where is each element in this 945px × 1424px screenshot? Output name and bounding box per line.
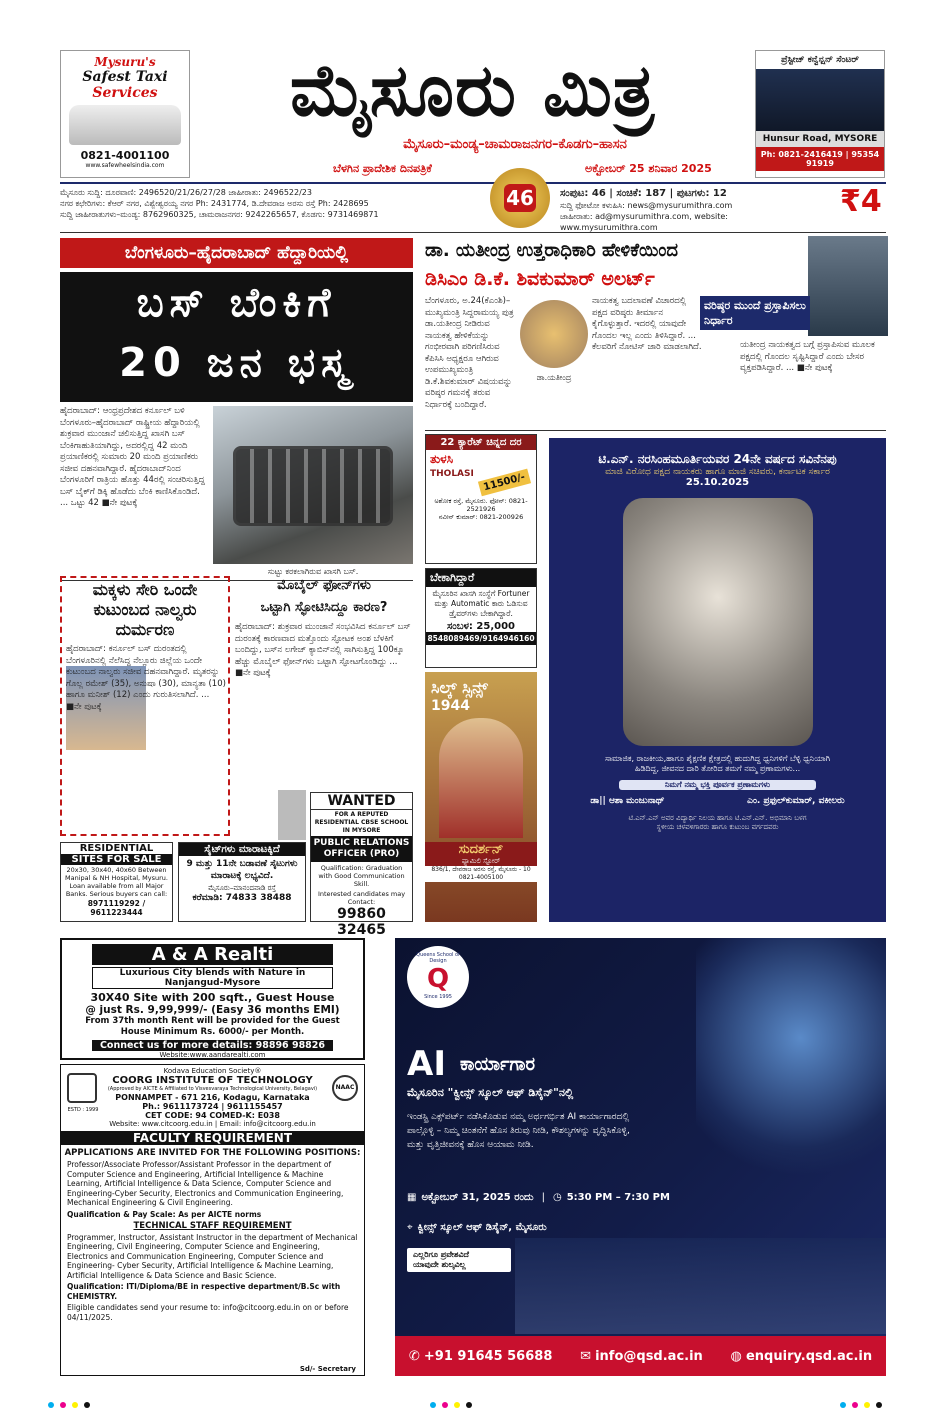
- divider: |: [541, 1192, 545, 1203]
- silk-brand: ಸುದರ್ಶನ್: [425, 842, 537, 857]
- dkshi-col1: ಬೆಂಗಳೂರು, ಅ.24(ಕೆಎಂಶಿ)– ಮುಖ್ಯಮಂತ್ರಿ ಸಿದ್ದರಾಮಯ್ಯ ಪುತ್ರ ಡಾ.ಯತೀಂದ್ರ ನೀಡಿರುವ ನಾಯಕತ್ವ ಹೇಳಿಕೆಯನ್ನು ಗಂಭೀರವಾಗಿ ಪರಿಗಣಿಸಿರುವ ಕೆಪಿಸಿಸಿ ಅಧ್ಯಕ್ಷರೂ ಆಗಿರುವ ಉಪಮುಖ್ಯಮಂತ್ರಿ ಡಿ.ಕೆ.ಶಿವಕುಮಾರ್ ವಿಷಯವನ್ನು ವರಿಷ್ಠರ ಗಮನಕ್ಕೆ ತರುವ ನಿರ್ಧಾರಕ್ಕೆ ಬಂದಿದ್ದಾರೆ.: [425, 296, 514, 410]
- residential-phone: 8971119292 / 9611223444: [87, 899, 146, 917]
- convention-photo: [756, 69, 884, 131]
- silk-phone: 0821-4005100: [425, 874, 537, 882]
- tribute-from: [549, 796, 886, 806]
- tulasi-brand-en: THOLASI: [430, 469, 474, 479]
- tulasi-brand: ತುಳಸಿ: [430, 452, 454, 466]
- pro-title: WANTED: [311, 793, 412, 810]
- tulasi-phone: ನವೀನ್ ಕುಮಾರ್: 0821-200926: [438, 513, 524, 521]
- silk-sub: ಫ್ಯಾಮಿಲಿ ಸ್ಟೋರ್: [425, 857, 537, 866]
- sites-ad[interactable]: [178, 842, 306, 922]
- bus-fire-photo: [213, 406, 413, 564]
- coorg-tech-body: Programmer, Instructor, Assistant Instructor in the department of Mechanical Engineering, Civil Engineering, Computer Science and Engineering, Electronics and Communication Engineering, Computer Science and Engineering- Cyber Security, Artificial Intelligence & Machine Learning, Artificial Intelligence & Data Science and Basic Science.: [67, 1232, 358, 1280]
- tribute-ad: [549, 438, 886, 922]
- driver-body: ಮೈಸೂರಿನ ಖಾಸಗಿ ಸಂಸ್ಥೆಗೆ Fortuner ಮತ್ತು Automatic ಕಾರು ಓಡಿಸುವ ಡ್ರೈವರ್‌ಗಳು ಬೇಕಾಗಿದ್ದಾರೆ.: [432, 589, 530, 618]
- masthead-title: ಮೈಸೂರು ಮಿತ್ರ: [289, 48, 656, 132]
- qsd-web-wrap[interactable]: [731, 1349, 873, 1364]
- taxi-ad-line2: Safest Taxi: [82, 69, 168, 85]
- qsd-email: info@qsd.ac.in: [595, 1348, 703, 1364]
- mail-icon: ✉: [580, 1348, 596, 1364]
- lead-headline-line1: ಬಸ್ ಬೆಂಕಿಗೆ: [136, 280, 337, 326]
- phone-icon: ✆: [408, 1348, 424, 1364]
- taxi-ad-line3: Services: [92, 85, 158, 101]
- coorg-web: Website: www.citcoorg.edu.in | Email: info@citcoorg.edu.in: [109, 1120, 316, 1128]
- coorg-tech: TECHNICAL STAFF REQUIREMENT: [133, 1220, 292, 1231]
- pro-qual: Qualification: Graduation with Good Communication Skill.: [318, 864, 405, 888]
- bus-photo-caption: ಸುಟ್ಟು ಕರಕಲಾಗಿರುವ ಖಾಸಗಿ ಬಸ್.: [267, 567, 359, 576]
- masthead-contacts: [60, 187, 485, 220]
- silk-address: 836/1, ದೇವರಾಜ ಅರಸು ರಸ್ತೆ, ಮೈಸೂರು - 10: [425, 866, 537, 874]
- sites-body: 9 ಮತ್ತು 11ನೇ ಬಡಾವಣೆ ಸೈಟುಗಳು ಮಾರಾಟಕ್ಕೆ ಲಭ್ಯವಿದೆ.: [186, 859, 298, 881]
- taxi-ad-phone: 0821-4001100: [80, 149, 170, 162]
- qsd-para3: ಮತ್ತು ವೃತ್ತಿಜೀವನಕ್ಕೆ ಹೊಸ ಆಯಾಮ ನೀಡಿ.: [407, 1140, 534, 1150]
- qsd-free1: ಎಲ್ಲರಿಗೂ ಪ್ರವೇಶವಿದೆ: [413, 1250, 469, 1259]
- yathindra-caption: ಡಾ.ಯತೀಂದ್ರ: [536, 373, 572, 382]
- qsd-web: enquiry.qsd.ac.in: [745, 1348, 873, 1364]
- convention-ad-phone: Ph: 0821-2416419 | 95354 91919: [756, 147, 884, 171]
- tribute-text2: ಹಿಡಿದಿದ್ದ, ಜೀವನದ ದಾರಿ ತೋರಿದ ತಮಗೆ ನಮ್ಮ ಪ್ರಣಾಮಗಳು...: [634, 764, 801, 773]
- residential-body: 20x30, 30x40, 40x60 Between Manipal & NH Hospital, Mysuru. Loan available from all Major Banks. Serious buyers can call:: [65, 866, 168, 898]
- tulasi-gold-ad[interactable]: [425, 434, 537, 564]
- lead-headline-line2: 20 ಜನ ಭಸ್ಮ: [119, 340, 354, 386]
- registration-marks-center: [430, 1400, 520, 1410]
- anniversary-number: 46: [504, 184, 536, 212]
- qsd-free2: ಯಾವುದೇ ಶುಲ್ಕವಿಲ್ಲ: [413, 1260, 466, 1269]
- qsd-logo: [407, 946, 469, 1008]
- coorg-phone: Ph.: 9611173724 | 9611155457: [142, 1102, 283, 1111]
- taxi-ad-line1: Mysuru's: [94, 55, 156, 69]
- silk-ad[interactable]: [425, 672, 537, 922]
- tulasi-headline: 22 ಕ್ಯಾರೆಟ್ ಚಿನ್ನದ ದರ: [426, 435, 536, 450]
- dkshi-rule: [425, 430, 886, 431]
- coorg-faculty: FACULTY REQUIREMENT: [61, 1131, 364, 1145]
- realti-ad[interactable]: [60, 938, 365, 1060]
- coorg-naac: NAAC: [332, 1075, 358, 1101]
- qsd-heading: [407, 1044, 535, 1084]
- realti-line4: From 37th month Rent will be provided for the Guest House Minimum Rs. 6000/- per Month.: [85, 1016, 340, 1037]
- price: ₹4: [840, 184, 882, 219]
- reg-dot-yellow-2: [454, 1402, 460, 1408]
- globe-icon: ◍: [730, 1348, 746, 1364]
- qsd-phone-wrap[interactable]: [409, 1349, 553, 1364]
- contact-line-1: ಮೈಸೂರು ಸುದ್ದಿ: ದೂರವಾಣಿ: 2496520/21/26/27/28 ಜಾಹೀರಾತು: 2496522/23: [60, 188, 312, 197]
- reg-dot-cyan-2: [430, 1402, 436, 1408]
- volume-info: ಸಂಪುಟ: 46 | ಸಂಚಿಕೆ: 187 | ಪುಟಗಳು: 12: [560, 188, 727, 199]
- news-email: ಸುದ್ದಿ ಫೋಟೋ ಕಳುಹಿಸಿ: news@mysurumithra.com: [560, 201, 733, 210]
- family-body: ಹೈದರಾಬಾದ್: ಕರ್ನೂಲ್ ಬಸ್ ದುರಂತದಲ್ಲಿ ಬೆಂಗಳೂರಿನಲ್ಲಿ ನೆಲೆಸಿದ್ದ ನೆಲ್ಲೂರು ಜಿಲ್ಲೆಯ ಒಂದೇ ಕುಟುಂಬದ ನಾಲ್ವರು ಸಜೀವ ದಹನವಾಗಿದ್ದಾರೆ. ಮೃತರನ್ನು ಗೊಲ್ಲ ರಮೇಶ್ (35), ಅನುಷಾ (30), ಮಾನ್ಯತಾ (10) ಹಾಗೂ ಮನೀಶ್ (12) ಎಂದು ಗುರುತಿಸಲಾಗಿದೆ. ... ■ನೇ ಪುಟಕ್ಕೆ: [66, 644, 226, 712]
- qsd-phone: +91 91645 56688: [423, 1348, 553, 1364]
- tribute-text1: ಸಾಮಾಜಿಕ, ರಾಜಕೀಯ,ಹಾಗೂ ಶೈಕ್ಷಣಿಕ ಕ್ಷೇತ್ರದಲ್ಲಿ ಹುದುಗಿದ್ದ ಧ್ವನಿಗಳಿಗೆ ಬೆಳ್ಳಿ ಧ್ವನಿಯಾಗಿ: [604, 754, 831, 763]
- reg-dot-yellow: [72, 1402, 78, 1408]
- coorg-sign: Sd/- Secretary: [299, 1365, 356, 1373]
- reg-dot-yellow-3: [864, 1402, 870, 1408]
- audience-photo: [515, 1238, 886, 1334]
- pro-note: Interested candidates may Contact:: [317, 890, 406, 906]
- coorg-address: PONNAMPET - 671 216, Kodagu, Karnataka: [115, 1093, 310, 1102]
- taxi-ad-web: www.safewheelsindia.com: [85, 162, 165, 169]
- realti-contact: Connect us for more details: 98896 98826: [92, 1040, 333, 1051]
- mobile-body: ಹೈದರಾಬಾದ್: ಶುಕ್ರವಾರ ಮುಂಜಾನೆ ಸಂಭವಿಸಿದ ಕರ್ನೂಲ್ ಬಸ್ ದುರಂತಕ್ಕೆ ಕಾರಣವಾದ ಮತ್ತೊಂದು ಸ್ಫೋಟಕ ಅಂಶ ಬೆಳಕಿಗೆ ಬಂದಿದ್ದು, ಬಸ್‌ನ ಲಗೇಜ್ ಕ್ಯಾಬಿನ್‌ನಲ್ಲಿ ಸಾಗಿಸುತ್ತಿದ್ದ 100ಕ್ಕೂ ಹೆಚ್ಚು ಮೊಬೈಲ್ ಫೋನ್‌ಗಳು ಒಟ್ಟಾಗಿ ಸ್ಫೋಟಗೊಂಡಿದ್ದು ... ■ನೇ ಪುಟಕ್ಕೆ: [235, 622, 411, 678]
- qsd-free-badge: [407, 1248, 511, 1272]
- registration-marks-right: [840, 1400, 930, 1410]
- realti-web: Website:www.aandarealti.com: [159, 1051, 266, 1059]
- dkshi-col2: ನಾಯಕತ್ವ ಬದಲಾವಣೆ ವಿಚಾರದಲ್ಲಿ ಪಕ್ಷದ ವರಿಷ್ಠರು ತೀರ್ಮಾನ ಕೈಗೊಳ್ಳುತ್ತಾರೆ. ಇದರಲ್ಲಿ ಯಾವುದೇ ಗೊಂದಲ ಇಲ್ಲ ಎಂದು ತಿಳಿಸಿದ್ದಾರೆ. ... ಕೆಲವರಿಗೆ ನೋಟಿಸ್ ಜಾರಿ ಮಾಡಲಾಗಿದೆ.: [592, 296, 702, 352]
- coorg-society: Kodava Education Society®: [163, 1067, 262, 1075]
- reg-dot-magenta-3: [852, 1402, 858, 1408]
- residential-ad[interactable]: [60, 842, 173, 922]
- reg-dot-magenta-2: [442, 1402, 448, 1408]
- coorg-tech-qual: Qualification: ITI/Diploma/BE in respective department/B.Sc with CHEMISTRY.: [67, 1282, 341, 1301]
- reg-dot-black-3: [876, 1402, 882, 1408]
- dkshi-photo: [808, 236, 888, 336]
- masthead-rule-bottom: [60, 232, 886, 233]
- lead-kicker: ಬೆಂಗಳೂರು–ಹೈದರಾಬಾದ್ ಹೆದ್ದಾರಿಯಲ್ಲಿ: [60, 238, 413, 268]
- qsd-ad[interactable]: [395, 938, 886, 1376]
- bus-shape: [233, 446, 393, 526]
- realti-line1: Luxurious City blends with Nature in Nanjangud-Mysore: [92, 967, 333, 989]
- sites-road: ಮೈಸೂರು–ಮಾನಂದವಾಡಿ ರಸ್ತೆ: [208, 884, 276, 892]
- masthead-subtitle: ಮೈಸೂರು–ಮಂಡ್ಯ–ಚಾಮರಾಜನಗರ–ಕೊಡಗು–ಹಾಸನ: [403, 137, 627, 152]
- calendar-icon: ▦: [407, 1192, 417, 1203]
- qsd-line1: ಮೈಸೂರಿನ "ಕ್ವೀನ್ಸ್ ಸ್ಕೂಲ್ ಆಫ್ ಡಿಸೈನ್"ನಲ್ಲಿ: [407, 1086, 574, 1099]
- coorg-ad[interactable]: [60, 1064, 365, 1376]
- qsd-date: ಅಕ್ಟೋಬರ್ 31, 2025 ರಂದು: [421, 1192, 534, 1203]
- driver-salary: ಸಂಬಳ: 25,000: [446, 621, 515, 632]
- silk-model-photo: [439, 718, 523, 838]
- driver-wanted-ad[interactable]: [425, 568, 537, 668]
- tribute-date: 25.10.2025: [685, 477, 750, 488]
- coorg-cet: CET CODE: 94 COMED-K: E038: [145, 1111, 280, 1120]
- coorg-qual: Qualification & Pay Scale: As per AICTE norms: [67, 1209, 262, 1219]
- pro-wanted-ad[interactable]: [310, 792, 413, 938]
- lead-body: ಹೈದರಾಬಾದ್: ಆಂಧ್ರಪ್ರದೇಶದ ಕರ್ನೂಲ್ ಬಳಿ ಬೆಂಗಳೂರು–ಹೈದರಾಬಾದ್ ರಾಷ್ಟ್ರೀಯ ಹೆದ್ದಾರಿಯಲ್ಲಿ ಶುಕ್ರವಾರ ಮುಂಜಾನೆ ಚಲಿಸುತ್ತಿದ್ದ ಖಾಸಗಿ ಬಸ್ ಬೆಂಕಿಗಾಹುತಿಯಾಗಿದ್ದು, ಅದರಲ್ಲಿದ್ದ 42 ಮಂದಿ ಪ್ರಯಾಣಿಕರಲ್ಲಿ ಸುಮಾರು 20 ಮಂದಿ ಪ್ರಯಾಣಿಕರು ಸಜೀವ ದಹನವಾಗಿದ್ದಾರೆ. ಹೈದರಾಬಾದ್‌ನಿಂದ ಬೆಂಗಳೂರಿಗೆ ರಾತ್ರಿಯ ಹೊತ್ತು 44ರಲ್ಲಿ ಸಂಚರಿಸುತ್ತಿದ್ದ ಬಸ್ ಬೈಕ್‌ಗೆ ಡಿಕ್ಕಿ ಹೊಡೆದು ಬೆಂಕಿ ಕಾಣಿಸಿಕೊಂಡಿದೆ. ... ಒಟ್ಟು 42 ■ನೇ ಪುಟಕ್ಕೆ: [60, 406, 205, 508]
- registration-marks-left: [48, 1400, 138, 1410]
- coorg-invite: APPLICATIONS ARE INVITED FOR THE FOLLOWING POSITIONS:: [64, 1148, 361, 1158]
- dkshi-sub: ವರಿಷ್ಠರ ಮುಂದೆ ಪ್ರಸ್ತಾಪಿಸಲು ನಿರ್ಧಾರ: [700, 296, 810, 330]
- pro-sub: FOR A REPUTED RESIDENTIAL CBSE SCHOOL IN MYSORE: [314, 811, 409, 834]
- qsd-time: 5:30 PM – 7:30 PM: [566, 1192, 670, 1203]
- qsd-venue-row: [407, 1222, 547, 1233]
- sites-title: ಸೈಟ್‌ಗಳು ಮಾರಾಟಕ್ಕಿದೆ: [179, 843, 305, 856]
- qsd-contact-bar: [395, 1336, 886, 1376]
- coorg-approval: (Approved by AICTE & Affiliated to Visvesvaraya Technological University, Belagavi): [107, 1086, 318, 1092]
- qsd-ai: AI: [407, 1044, 446, 1084]
- realti-title: A & A Realti: [92, 944, 333, 965]
- driver-title: ಬೇಕಾಗಿದ್ದಾರೆ: [426, 569, 536, 587]
- realti-line3: @ just Rs. 9,99,999/- (Easy 36 months EMI): [85, 1004, 340, 1016]
- dkshi-headline: ಡಿಸಿಎಂ ಡಿ.ಕೆ. ಶಿವಕುಮಾರ್ ಅಲರ್ಟ್: [425, 268, 655, 290]
- driver-phone: 8548089469/9164946160: [427, 634, 535, 643]
- coorg-resume: Eligible candidates send your resume to: info@citcoorg.edu.in on or before 04/11/2025.: [67, 1303, 349, 1322]
- tribute-footer1: ಟಿ.ಎನ್.ಎನ್ ಅವರ ವಿದ್ಯಾರ್ಥಿ ನಿಲಯ ಹಾಗೂ ಟಿ.ಎನ್.ಎನ್. ಅಭಿಮಾನಿ ಬಳಗ: [628, 814, 807, 822]
- coorg-name: COORG INSTITUTE OF TECHNOLOGY: [112, 1075, 313, 1086]
- qsd-logo-text: Queens School of Design: [416, 952, 460, 964]
- qsd-para2: ಪಾಲ್ಗೊಳ್ಳಿ – ನಿಮ್ಮ ಚಿಂತನೆಗೆ ಹೊಸ ತಿರುವು ನೀಡಿ, ಕೌಶಲ್ಯಗಳನ್ನು ವೃದ್ಧಿಸಿಕೊಳ್ಳಿ,: [407, 1126, 630, 1136]
- qsd-logo-mark: Q: [426, 964, 450, 994]
- qsd-venue: ಕ್ವೀನ್ಸ್ ಸ್ಕೂಲ್ ಆಫ್ ಡಿಸೈನ್, ಮೈಸೂರು: [417, 1222, 547, 1233]
- tribute-banner: ನಿಮಗೆ ನಮ್ಮ ಭಕ್ತಿ ಪೂರ್ವಕ ಪ್ರಣಾಮಗಳು: [619, 780, 816, 790]
- convention-ad-location: Hunsur Road, MYSORE: [756, 131, 884, 147]
- reg-dot-magenta: [60, 1402, 66, 1408]
- anniversary-badge: [490, 168, 550, 228]
- pro-role: PUBLIC RELATIONS OFFICER (PRO): [311, 836, 412, 862]
- realti-line2: 30X40 Site with 200 sqft., Guest House: [90, 991, 335, 1004]
- tulasi-address: ಅಶೋಕ ರಸ್ತೆ, ಮೈಸೂರು. ಫೋನ್: 0821-2521926: [434, 497, 528, 513]
- sites-phone: ಕರೆಮಾಡಿ: 74833 38488: [192, 893, 292, 903]
- reg-dot-cyan-3: [840, 1402, 846, 1408]
- qsd-datetime: [407, 1192, 670, 1203]
- qsd-workshop: ಕಾರ್ಯಾಗಾರ: [459, 1053, 535, 1075]
- family-story: [60, 576, 230, 836]
- convention-ad-name: ಪ್ರೆಸ್ಟೀಜ್ ಕನ್ವೆನ್ಷನ್ ಸೆಂಟರ್: [756, 51, 884, 69]
- location-pin-icon: ⌖: [407, 1222, 413, 1233]
- tribute-footer2: ಸ್ಥಳೀಯ ಚಳವಳಿಗಾರರು ಹಾಗೂ ಕುಟುಂಬ ವರ್ಗದವರು: [656, 823, 779, 831]
- ad-email: ಜಾಹೀರಾತು: ad@mysurumithra.com, website: www.mysurumithra.com: [560, 212, 728, 232]
- silk-year: 1944: [431, 698, 470, 714]
- tulasi-rate: 11500/-: [478, 469, 531, 497]
- convention-ad[interactable]: [755, 50, 885, 178]
- qsd-para: [407, 1110, 747, 1152]
- contact-line-3: ಸುದ್ದಿ ಜಾಹೀರಾತುಗಳು–ಮಂಡ್ಯ: 8762960325, ಚಾಮರಾಜನಗರ: 9242265657, ಕೊಡಗು: 9731469871: [60, 210, 379, 219]
- mobile-headline: ಒಟ್ಟಾಗಿ ಸ್ಫೋಟಿಸಿದ್ದೂ ಕಾರಣ?: [260, 600, 388, 615]
- masthead-tagline: ಬೆಳಗಿನ ಪ್ರಾದೇಶಿಕ ದಿನಪತ್ರಿಕೆ: [333, 162, 432, 175]
- residential-title1: RESIDENTIAL: [79, 843, 154, 854]
- masthead-meta: [560, 187, 820, 233]
- coorg-estd: ESTD : 1999: [67, 1107, 99, 1113]
- dkshi-kicker: ಡಾ. ಯತೀಂದ್ರ ಉತ್ತರಾಧಿಕಾರಿ ಹೇಳಿಕೆಯಿಂದ: [425, 240, 678, 261]
- reg-dot-cyan: [48, 1402, 54, 1408]
- tribute-portrait: [623, 498, 813, 746]
- qsd-since: Since 1995: [424, 994, 452, 1000]
- reg-dot-black-2: [466, 1402, 472, 1408]
- reg-dot-black: [84, 1402, 90, 1408]
- tribute-title: ಟಿ.ಎನ್. ನರಸಿಂಹಮೂರ್ತಿಯವರ 24ನೇ ವರ್ಷದ ಸವಿನೆನಪು: [598, 452, 837, 466]
- tribute-from1: ಡಾ|| ಆಶಾ ಮಂಜುನಾಥ್: [590, 796, 665, 806]
- lead-headline: [60, 272, 413, 402]
- tribute-subtitle: ಮಾಜಿ ವಿರೋಧ ಪಕ್ಷದ ನಾಯಕರು ಹಾಗೂ ಮಾಜಿ ಸಚಿವರು, ಕರ್ನಾಟಕ ಸರ್ಕಾರ: [605, 467, 830, 477]
- qsd-email-wrap[interactable]: [580, 1349, 703, 1364]
- clock-icon: ◷: [552, 1192, 562, 1203]
- family-headline: ಮಕ್ಕಳು ಸೇರಿ ಒಂದೇ ಕುಟುಂಬದ ನಾಲ್ವರು ದುರ್ಮರಣ: [92, 580, 198, 639]
- silk-title: ಸಿಲ್ಕ್ ಸ್ಸಿನ್ಸ್: [431, 678, 488, 697]
- pro-phone: 99860 32465: [337, 906, 386, 938]
- dkshi-col3: ಯತೀಂದ್ರ ನಾಯಕತ್ವದ ಬಗ್ಗೆ ಪ್ರಸ್ತಾಪಿಸುವ ಮೂಲಕ ಪಕ್ಷದಲ್ಲಿ ಗೊಂದಲ ಸೃಷ್ಟಿಸಿದ್ದಾರೆ ಎಂದು ಬೇಸರ ವ್ಯಕ್ತಪಡಿಸಿದ್ದಾರೆ. ... ■ನೇ ಪುಟಕ್ಕೆ: [740, 340, 875, 373]
- masthead-rule: [60, 182, 886, 184]
- car-icon: [69, 105, 181, 145]
- masthead-date: ಅಕ್ಟೋಬರ್ 25 ಶನಿವಾರ 2025: [585, 162, 712, 175]
- blank-ad-slot: [278, 790, 306, 840]
- qsd-para1: ಇಂಡಸ್ಟ್ರಿ ಎಕ್ಸ್‌ಪರ್ಟ್ ನಡೆಸಿಕೊಡುವ ನಮ್ಮ ಅರ್ಥಗರ್ಭಿತ AI ಕಾರ್ಯಾಗಾರದಲ್ಲಿ: [407, 1112, 630, 1122]
- coorg-logo: [67, 1073, 97, 1103]
- mobile-kicker: ಮೊಬೈಲ್ ಫೋನ್‌ಗಳು: [277, 578, 371, 593]
- taxi-ad[interactable]: [60, 50, 190, 178]
- yathindra-photo: [520, 300, 588, 368]
- residential-title2: SITES FOR SALE: [61, 854, 172, 865]
- coorg-positions: Professor/Associate Professor/Assistant Professor in the department of Computer Science and Engineering, Artificial Intelligence & Machine Learning, Artificial Intelligence & Data Science, Computer Science and Engineering-Cyber Security, Electronics and Communication Engineering, Mechanical Engineering & Civil Engineering.: [67, 1160, 344, 1207]
- contact-line-2: ನಗರ ಕಛೇರಿಗಳು: ಕೆಆರ್ ನಗರ, ವಿಶ್ವೇಶ್ವರಯ್ಯ ನಗರ Ph: 2431774, ಡಿ.ದೇವರಾಜ ಅರಸು ರಸ್ತೆ Ph: 2428695: [60, 199, 369, 208]
- tribute-from2: ಎಂ. ಪ್ರಫುಲ್‌ಕುಮಾರ್, ವಕೀಲರು: [747, 796, 845, 806]
